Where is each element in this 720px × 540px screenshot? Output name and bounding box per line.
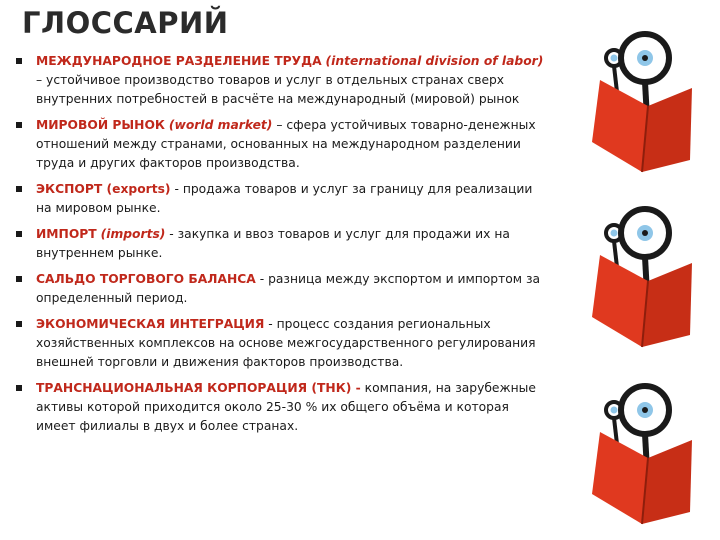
bullet-icon xyxy=(16,276,22,282)
glossary-term: ИМПОРТ xyxy=(36,227,97,241)
page-title: ГЛОССАРИЙ xyxy=(22,6,229,40)
glossary-definition: – сфера устойчивых товарно-денежных отношений между странами, основанных на международном разделении труда и других факторов производства. xyxy=(36,118,536,170)
glossary-term-english: (world market) xyxy=(168,118,273,132)
book-reader-icon xyxy=(552,185,702,355)
bullet-icon xyxy=(16,321,22,327)
glossary-item xyxy=(14,180,544,218)
bullet-icon xyxy=(16,231,22,237)
glossary-list xyxy=(14,52,544,436)
glossary-definition: - продажа товаров и услуг за границу для реализации на мировом рынке. xyxy=(36,182,533,215)
bullet-icon xyxy=(16,122,22,128)
glossary-term: САЛЬДО ТОРГОВОГО БАЛАНСА xyxy=(36,272,256,286)
glossary-item xyxy=(14,116,544,173)
glossary-term-english: (imports) xyxy=(100,227,166,241)
glossary-item xyxy=(14,379,544,436)
glossary-definition: - закупка и ввоз товаров и услуг для продажи их на внутреннем рынке. xyxy=(36,227,510,260)
book-reader-icon xyxy=(552,10,702,180)
glossary-item xyxy=(14,225,544,263)
glossary-term: МЕЖДУНАРОДНОЕ РАЗДЕЛЕНИЕ ТРУДА xyxy=(36,54,322,68)
glossary-term: ЭКОНОМИЧЕСКАЯ ИНТЕГРАЦИЯ xyxy=(36,317,265,331)
glossary-item xyxy=(14,315,544,372)
glossary-term: ТРАНСНАЦИОНАЛЬНАЯ КОРПОРАЦИЯ (ТНК) - xyxy=(36,381,361,395)
glossary-item xyxy=(14,270,544,308)
glossary-definition: - разница между экспортом и импортом за определенный период. xyxy=(36,272,541,305)
glossary-definition: компания, на зарубежные активы которой приходится около 25-30 % их общего объёма и которая имеет филиалы в двух и более странах. xyxy=(36,381,536,433)
glossary-definition: - процесс создания региональных хозяйственных комплексов на основе межгосударственного регулирования внешней торговли и движения факторов производства. xyxy=(36,317,536,369)
book-reader-icon xyxy=(552,362,702,532)
glossary-term: ЭКСПОРТ (exports) xyxy=(36,182,171,196)
glossary-term-english: (international division of labor) xyxy=(325,54,544,68)
bullet-icon xyxy=(16,385,22,391)
glossary-definition: – устойчивое производство товаров и услуг в отдельных странах сверх внутренних потребностей в расчёте на международный (мировой) рынок xyxy=(36,73,520,106)
glossary-term: МИРОВОЙ РЫНОК xyxy=(36,118,165,132)
bullet-icon xyxy=(16,58,22,64)
glossary-item xyxy=(14,52,544,109)
bullet-icon xyxy=(16,186,22,192)
